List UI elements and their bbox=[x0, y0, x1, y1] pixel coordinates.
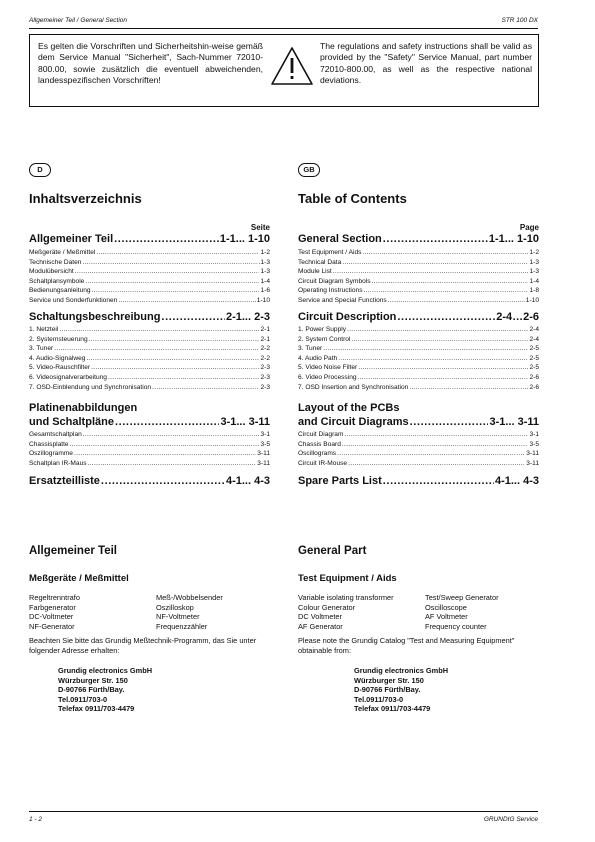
toc-item[interactable] bbox=[29, 383, 270, 393]
leader-dots bbox=[91, 363, 259, 373]
toc-item-label: Chassisplatte bbox=[29, 440, 69, 448]
footer-brand: GRUNDIG Service bbox=[483, 816, 538, 823]
toc-item-page: 2-6 bbox=[529, 373, 539, 381]
toc-item-label: 4. Audio-Signalweg bbox=[29, 354, 86, 362]
equipment-item: DC Voltmeter bbox=[298, 612, 342, 622]
toc-item-label: Technische Daten bbox=[29, 258, 82, 266]
leader-dots bbox=[70, 440, 260, 450]
leader-dots bbox=[323, 344, 528, 354]
toc-section-title: Spare Parts List bbox=[298, 475, 382, 487]
leader-dots bbox=[83, 430, 260, 440]
address-line: Grundig electronics GmbH bbox=[58, 666, 153, 675]
toc-item-label: Module List bbox=[298, 268, 332, 276]
toc-section-spare-parts[interactable] bbox=[298, 475, 539, 487]
equipment-item: NF-Voltmeter bbox=[156, 612, 200, 622]
toc-item-label: 3. Tuner bbox=[29, 345, 54, 353]
toc-item[interactable] bbox=[29, 363, 270, 373]
toc-item-page: 2-3 bbox=[260, 364, 270, 372]
leader-dots bbox=[161, 311, 225, 323]
toc-section-pcb[interactable] bbox=[298, 416, 539, 428]
toc-item-page: 3-5 bbox=[529, 440, 539, 448]
toc-item-page: 2-1 bbox=[260, 326, 270, 333]
toc-item-label: Circuit Diagram bbox=[298, 431, 344, 438]
toc-section-pcb[interactable] bbox=[29, 416, 270, 428]
toc-item-label: Service und Sonderfunktionen bbox=[29, 296, 118, 304]
leader-dots bbox=[348, 459, 525, 469]
toc-section-general[interactable] bbox=[298, 233, 539, 245]
equipment-item: Test/Sweep Generator bbox=[425, 593, 499, 602]
toc-item-page: 2-2 bbox=[260, 354, 270, 362]
toc-item-page: 1-6 bbox=[260, 287, 270, 295]
leader-dots bbox=[383, 233, 488, 245]
leader-dots bbox=[358, 363, 528, 373]
toc-item[interactable] bbox=[29, 459, 270, 469]
toc-item[interactable] bbox=[29, 277, 270, 287]
toc-item[interactable] bbox=[298, 277, 539, 287]
toc-item[interactable] bbox=[29, 248, 270, 258]
toc-item[interactable] bbox=[298, 383, 539, 393]
leader-dots bbox=[342, 258, 528, 268]
toc-item[interactable] bbox=[298, 335, 539, 345]
address-line: D-90766 Fürth/Bay. bbox=[354, 685, 421, 695]
toc-item-label: Bedienungsanleitung bbox=[29, 287, 91, 295]
leader-dots bbox=[115, 416, 219, 428]
part-subtitle-english: Test Equipment / Aids bbox=[298, 573, 397, 584]
address-line: Tel.0911/703-0 bbox=[354, 694, 404, 704]
address-line: Würzburger Str. 150 bbox=[58, 675, 128, 685]
toc-item[interactable] bbox=[298, 248, 539, 258]
toc-item[interactable] bbox=[298, 296, 539, 306]
leader-dots bbox=[96, 248, 259, 258]
toc-item-label: 7. OSD Insertion and Synchronisation bbox=[298, 383, 409, 391]
toc-item-label: Test Equipment / Aids bbox=[298, 249, 362, 256]
toc-item-label: Schaltplan IR-Maus bbox=[29, 459, 87, 467]
equipment-item: Variable isolating transformer bbox=[298, 593, 394, 602]
toc-item[interactable] bbox=[298, 286, 539, 296]
header-right: STR 100 DX bbox=[501, 17, 538, 24]
toc-item-label: 6. Video Processing bbox=[298, 373, 357, 381]
language-badge-german: D bbox=[29, 163, 51, 177]
equipment-item: Frequency counter bbox=[425, 621, 487, 631]
toc-section-title: Allgemeiner Teil bbox=[29, 233, 114, 245]
toc-section-general[interactable] bbox=[29, 233, 270, 245]
toc-item[interactable] bbox=[29, 335, 270, 345]
toc-list-general bbox=[29, 248, 270, 306]
toc-item-label: Service and Special Functions bbox=[298, 296, 387, 304]
equipment-item: Oszilloskop bbox=[156, 602, 194, 612]
toc-list-circuit bbox=[29, 325, 270, 392]
toc-item-page: 2-3 bbox=[260, 383, 270, 391]
toc-section-circuit[interactable] bbox=[298, 311, 539, 323]
equipment-list-english bbox=[298, 593, 539, 631]
toc-item-page: 3-11 bbox=[257, 459, 270, 467]
toc-title-english: Table of Contents bbox=[298, 191, 407, 206]
toc-item[interactable] bbox=[298, 325, 539, 335]
toc-item[interactable] bbox=[29, 449, 270, 459]
equipment-item: AF Voltmeter bbox=[425, 612, 468, 622]
toc-item-page: 1-10 bbox=[256, 296, 270, 304]
toc-item-label: 5. Video Noise Filter bbox=[298, 364, 358, 372]
leader-dots bbox=[342, 440, 529, 450]
leader-dots bbox=[74, 449, 256, 459]
part-subtitle-german: Meßgeräte / Meßmittel bbox=[29, 573, 129, 584]
address-line: Grundig electronics GmbH bbox=[354, 666, 449, 675]
part-title-english: General Part bbox=[298, 545, 367, 557]
toc-item-page: .1-3 bbox=[258, 258, 270, 266]
equipment-list-german bbox=[29, 593, 274, 631]
address-block-german bbox=[58, 666, 152, 714]
toc-item-page: 2-5 bbox=[529, 354, 539, 362]
leader-dots bbox=[337, 449, 525, 459]
equipment-item: DC-Voltmeter bbox=[29, 612, 74, 622]
toc-item-page: 3-5 bbox=[260, 440, 270, 448]
toc-item-label: Meßgeräte / Meßmittel bbox=[29, 249, 96, 256]
catalog-note-german: Beachten Sie bitte das Grundig Meßtechnik-Programm, das Sie unter folgender Adresse erhalten: bbox=[29, 636, 257, 655]
leader-dots bbox=[344, 430, 528, 440]
equipment-item: AF Generator bbox=[298, 621, 343, 631]
toc-item-page: 3-11 bbox=[526, 459, 539, 467]
toc-item-page: 1-2 bbox=[260, 249, 270, 256]
toc-item-label: Gesamtschaltplan bbox=[29, 431, 82, 438]
toc-item-page: 1-4 bbox=[260, 277, 270, 285]
toc-item-label: Operating Instructions bbox=[298, 287, 363, 295]
toc-item-label: 1. Power Supply bbox=[298, 326, 347, 333]
toc-item[interactable] bbox=[298, 440, 539, 450]
address-line: Telefax 0911/703-4479 bbox=[354, 704, 431, 714]
toc-item-page: 1-3 bbox=[529, 258, 539, 266]
toc-title-german: Inhaltsverzeichnis bbox=[29, 191, 142, 206]
leader-dots bbox=[347, 325, 528, 335]
toc-item-page: 1-4 bbox=[529, 277, 539, 285]
toc-section-circuit[interactable] bbox=[29, 311, 270, 323]
toc-item-label: Schaltplansymbole bbox=[29, 277, 85, 285]
leader-dots bbox=[118, 296, 255, 306]
toc-item[interactable] bbox=[29, 258, 270, 268]
leader-dots bbox=[152, 383, 259, 393]
toc-list-pcb bbox=[298, 430, 539, 468]
toc-list-circuit bbox=[298, 325, 539, 392]
toc-item-page: 1-3 bbox=[529, 268, 539, 276]
toc-item-label: 4. Audio Path bbox=[298, 354, 338, 362]
toc-item-page: 3-11 bbox=[526, 450, 539, 458]
toc-item-label: Chassis Board bbox=[298, 440, 341, 448]
toc-item-label: 1. Netzteil bbox=[29, 326, 59, 333]
toc-section-pages: 4-1... 4-3 bbox=[225, 475, 270, 487]
toc-item-page: 2-5 bbox=[529, 345, 539, 353]
toc-item-label: 2. System Control bbox=[298, 335, 351, 343]
toc-item-label: Oscillograms bbox=[298, 450, 337, 458]
address-block-english bbox=[354, 666, 448, 714]
toc-item[interactable] bbox=[298, 459, 539, 469]
toc-item[interactable] bbox=[29, 354, 270, 364]
leader-dots bbox=[409, 383, 528, 393]
toc-item-page: 2-4 bbox=[529, 335, 539, 343]
toc-item-page: 2-5 bbox=[529, 364, 539, 372]
toc-section-title: Ersatzteilliste bbox=[29, 475, 100, 487]
catalog-note-english: Please note the Grundig Catalog "Test and Measuring Equipment" obtainable from: bbox=[298, 636, 515, 655]
header-rule bbox=[29, 28, 538, 29]
footer-rule bbox=[29, 811, 538, 812]
toc-item-page: 2-2 bbox=[260, 345, 270, 353]
toc-item-label: Technical Data bbox=[298, 258, 342, 266]
leader-dots bbox=[114, 233, 219, 245]
toc-section-title: Schaltungsbeschreibung bbox=[29, 311, 161, 323]
safety-notice-box bbox=[29, 34, 539, 107]
toc-item[interactable] bbox=[29, 344, 270, 354]
language-badge-english: GB bbox=[298, 163, 320, 177]
address-line: D-90766 Fürth/Bay. bbox=[58, 685, 125, 695]
toc-item[interactable] bbox=[29, 440, 270, 450]
toc-section-pages: 4-1... 4-3 bbox=[494, 475, 539, 487]
leader-dots bbox=[59, 325, 259, 335]
toc-item-page: 1-3 bbox=[260, 268, 270, 276]
toc-item[interactable] bbox=[298, 430, 539, 440]
toc-item-page: 1-8 bbox=[529, 287, 539, 295]
toc-item[interactable] bbox=[29, 373, 270, 383]
leader-dots bbox=[89, 335, 260, 345]
leader-dots bbox=[410, 416, 489, 428]
leader-dots bbox=[86, 354, 259, 364]
equipment-item: NF-Generator bbox=[29, 621, 75, 631]
leader-dots bbox=[383, 475, 494, 487]
leader-dots bbox=[85, 277, 259, 287]
toc-section-pages: 1-1... 1-10 bbox=[219, 233, 270, 245]
address-line: Tel.0911/703-0 bbox=[58, 694, 108, 704]
toc-item[interactable] bbox=[29, 430, 270, 440]
address-line: Würzburger Str. 150 bbox=[354, 675, 424, 685]
toc-item-page: 3-1 bbox=[529, 431, 539, 438]
toc-section-title: and Circuit Diagrams bbox=[298, 416, 409, 428]
toc-item-page: 1-10 bbox=[525, 296, 539, 304]
toc-item-label: Circuit IR-Mouse bbox=[298, 459, 348, 467]
equipment-item: Regeltrenntrafo bbox=[29, 593, 80, 602]
toc-item[interactable] bbox=[298, 344, 539, 354]
toc-section-pages: 3-1... 3-11 bbox=[220, 416, 270, 428]
toc-item-page: 2-4 bbox=[529, 326, 539, 333]
toc-item[interactable] bbox=[298, 373, 539, 383]
address-line: Telefax 0911/703-4479 bbox=[58, 704, 135, 714]
page-footer bbox=[29, 816, 538, 823]
toc-item[interactable] bbox=[298, 258, 539, 268]
toc-item[interactable] bbox=[29, 325, 270, 335]
toc-item-label: Modulübersicht bbox=[29, 268, 74, 276]
toc-section-title: Circuit Description bbox=[298, 311, 397, 323]
leader-dots bbox=[362, 248, 528, 258]
toc-item-label: 2. Systemsteuerung bbox=[29, 335, 88, 343]
leader-dots bbox=[88, 459, 257, 469]
leader-dots bbox=[101, 475, 225, 487]
toc-item[interactable] bbox=[298, 449, 539, 459]
toc-item[interactable] bbox=[298, 354, 539, 364]
leader-dots bbox=[338, 354, 528, 364]
toc-item[interactable] bbox=[298, 363, 539, 373]
toc-item-page: 2-3 bbox=[260, 373, 270, 381]
toc-section-pcb-line1: Platinenabbildungen bbox=[29, 402, 138, 414]
header-left: Allgemeiner Teil / General Section bbox=[29, 17, 128, 24]
leader-dots bbox=[54, 344, 259, 354]
leader-dots bbox=[358, 373, 529, 383]
equipment-item: Meß-/Wobbelsender bbox=[156, 593, 223, 602]
equipment-item: Farbgenerator bbox=[29, 602, 76, 612]
toc-item[interactable] bbox=[298, 267, 539, 277]
page-number: 1 - 2 bbox=[29, 816, 43, 823]
leader-dots bbox=[333, 267, 529, 277]
toc-item[interactable] bbox=[29, 296, 270, 306]
toc-section-title: General Section bbox=[298, 233, 382, 245]
toc-section-pages: 1-1... 1-10 bbox=[488, 233, 539, 245]
equipment-item: Oscilloscope bbox=[425, 602, 467, 612]
leader-dots bbox=[351, 335, 528, 345]
toc-list-general bbox=[298, 248, 539, 306]
page-column-label-german: Seite bbox=[250, 223, 270, 232]
toc-item-label: 7. OSD-Einblendung und Synchronisation bbox=[29, 383, 152, 391]
page-column-label-english: Page bbox=[519, 223, 539, 232]
toc-item-label: 3. Tuner bbox=[298, 345, 323, 353]
toc-section-pcb-line1: Layout of the PCBs bbox=[298, 402, 400, 414]
toc-item-page: 3-11 bbox=[257, 450, 270, 458]
leader-dots bbox=[397, 311, 495, 323]
leader-dots bbox=[388, 296, 525, 306]
page-header bbox=[29, 17, 538, 24]
toc-item-label: 6. Videosignalverarbeitung bbox=[29, 373, 107, 381]
toc-item-label: Circuit Diagram Symbols bbox=[298, 277, 371, 285]
toc-section-pages: 2-4…2-6 bbox=[496, 311, 539, 323]
leader-dots bbox=[108, 373, 260, 383]
safety-notice-german: Es gelten die Vorschriften und Sicherheitshin-weise gemäß dem Service Manual "Sicherheit", Sach-Nummer 72010-800.00, sowie zusätzlich die eventuell abweichenden, landesspezifischen Vorschriften! bbox=[38, 41, 263, 86]
leader-dots bbox=[82, 258, 257, 268]
toc-item-label: Oszillogramme bbox=[29, 450, 73, 458]
toc-item[interactable] bbox=[29, 286, 270, 296]
toc-section-pages: 3-1... 3-11 bbox=[489, 416, 539, 428]
toc-item-page: 2-1 bbox=[260, 335, 270, 343]
toc-list-pcb bbox=[29, 430, 270, 468]
leader-dots bbox=[92, 286, 260, 296]
toc-section-pages: 2-1... 2-3 bbox=[225, 311, 270, 323]
part-title-german: Allgemeiner Teil bbox=[29, 545, 117, 557]
leader-dots bbox=[75, 267, 260, 277]
toc-item-page: 3-1 bbox=[260, 431, 270, 438]
toc-item-page: 1-2 bbox=[529, 249, 539, 256]
leader-dots bbox=[372, 277, 529, 287]
toc-item-page: 2-6 bbox=[529, 383, 539, 391]
equipment-item: Frequenzzähler bbox=[156, 621, 208, 631]
toc-section-spare-parts[interactable] bbox=[29, 475, 270, 487]
toc-item-label: 5. Video-Rauschfilter bbox=[29, 364, 91, 372]
safety-notice-english: The regulations and safety instructions shall be valid as provided by the "Safety" Service Manual, part number 72010-800.00, as well as the respective national deviations. bbox=[320, 41, 532, 86]
warning-triangle-icon bbox=[270, 46, 314, 86]
leader-dots bbox=[364, 286, 529, 296]
toc-item[interactable] bbox=[29, 267, 270, 277]
toc-section-title: und Schaltpläne bbox=[29, 416, 114, 428]
equipment-item: Colour Generator bbox=[298, 602, 356, 612]
